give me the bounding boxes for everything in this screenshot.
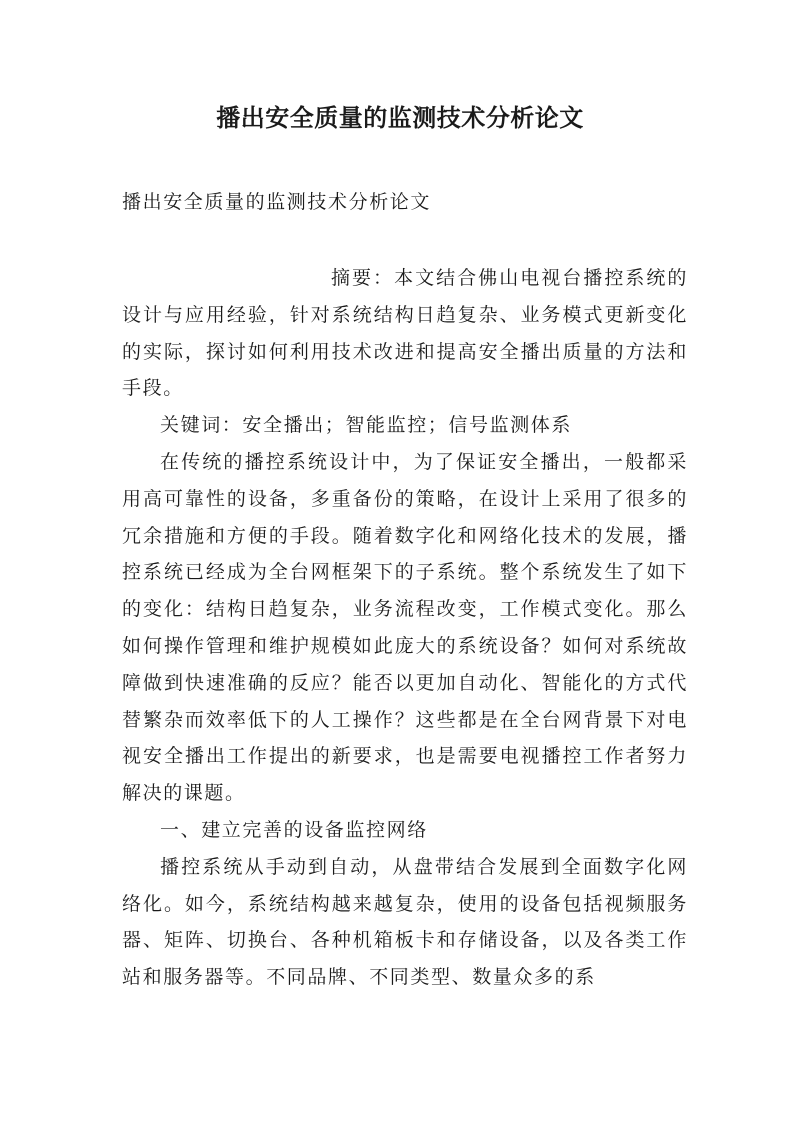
body-paragraph-1: 在传统的播控系统设计中，为了保证安全播出，一般都采用高可靠性的设备，多重备份的策略，在设计上采用了很多的冗余措施和方便的手段。随着数字化和网络化技术的发展，播控系统已经成为全台网框架下的子系统。整个系统发生了如下的变化：结构日趋复杂，业务流程改变，工作模式变化。那么如何操作管理和维护规模如此庞大的系统设备？如何对系统故障做到快速准确的反应？能否以更加自动化、智能化的方式代替繁杂而效率低下的人工操作？这些都是在全台网背景下对电视安全播出工作提出的新要求，也是需要电视播控工作者努力解决的课题。 [122,450,688,805]
keywords-paragraph: 关键词：安全播出；智能监控；信号监测体系 [160,414,573,437]
section-heading-1: 一、建立完善的设备监控网络 [160,818,428,841]
document-subtitle: 播出安全质量的监测技术分析论文 [122,191,432,213]
document-title: 播出安全质量的监测技术分析论文 [216,103,584,132]
body-paragraph-2: 播控系统从手动到自动，从盘带结合发展到全面数字化网络化。如今，系统结构越来越复杂，使用的设备包括视频服务器、矩阵、切换台、各种机箱板卡和存储设备，以及各类工作站和服务器等。不同品牌、不同类型、数量众多的系 [122,855,688,989]
document-body [122,260,688,996]
abstract-paragraph: 摘要：本文结合佛山电视台播控系统的设计与应用经验，针对系统结构日趋复杂、业务模式更新变化的实际，探讨如何利用技术改进和提高安全播出质量的方法和手段。 [122,267,688,400]
